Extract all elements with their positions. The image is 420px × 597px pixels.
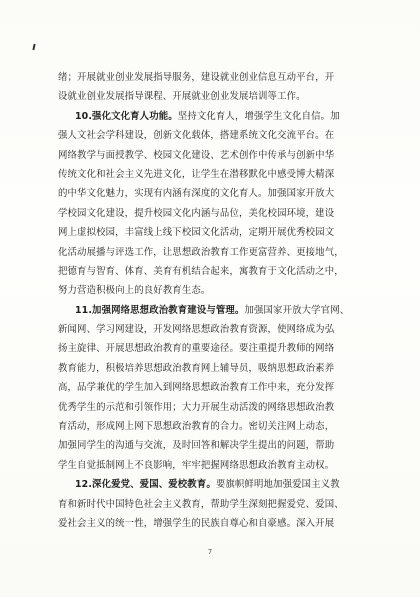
section-heading: 10.强化文化育人功能。 (75, 110, 178, 122)
line-text: 育活动，形成网上网下思想政治教育的合力。密切关注网上动态， (58, 421, 335, 433)
text-line (58, 87, 378, 106)
text-line (58, 146, 378, 165)
line-text: 传统文化和社会主义先进文化，让学生在潜移默化中感受博大精深 (58, 168, 335, 180)
line-text: 学校园文化建设，提升校园文化内涵与品位，美化校园环境，建设 (58, 207, 335, 219)
text-line (58, 68, 378, 87)
line-text: 新闻网、学习网建设，开发网络思想政治教育资源，使网络成为弘 (58, 324, 335, 336)
line-text: 网络教学与面授教学、校园文化建设、艺术创作中传承与创新中华 (58, 149, 335, 161)
line-text: 扬主旋律、开展思想政治教育的重要途径。要注重提升教师的网络 (58, 343, 335, 355)
text-line (58, 126, 378, 145)
text-line (58, 184, 378, 203)
scan-mark (32, 44, 35, 50)
line-text: 的中华文化魅力，实现有内涵有深度的文化育人。加强国家开放大 (58, 188, 335, 200)
line-text: 要旗帜鲜明地加强爱国主义教 (215, 479, 340, 491)
body-text (58, 68, 378, 533)
line-text: 把德育与智育、体育、美育有机结合起来，寓教育于文化活动之中， (58, 265, 344, 277)
line-text: 优秀学生的示范和引领作用；大力开展生动活泼的网络思想政治教 (58, 401, 335, 413)
line-text: 爱社会主义的统一性，增强学生的民族自尊心和自豪感。深入开展 (58, 517, 335, 529)
line-text: 坚持文化育人，增强学生文化自信。加 (177, 110, 340, 122)
text-line (58, 301, 378, 320)
line-text: 加强国家开放大学官网、 (244, 304, 350, 316)
line-text: 加强同学生的沟通与交流，及时回答和解决学生提出的问题，帮助 (58, 440, 335, 452)
line-text: 努力营造积极向上的良好教育生态。 (58, 285, 211, 297)
line-text: 高，品学兼优的学生加入到网络思想政治教育工作中来，充分发挥 (58, 382, 335, 394)
text-line (58, 359, 378, 378)
line-text: 学生自觉抵制网上不良影响，牢牢把握网络思想政治教育主动权。 (58, 459, 335, 471)
text-line (58, 436, 378, 455)
line-text: 网上虚拟校园，丰富线上线下校园文化活动，定期开展优秀校园文 (58, 227, 335, 239)
line-text: 设就业创业发展指导课程、开展就业创业发展培训等工作。 (58, 91, 306, 103)
text-line (58, 281, 378, 300)
text-line (58, 107, 378, 126)
text-line (58, 378, 378, 397)
text-line (58, 495, 378, 514)
section-heading: 11.加强网络思想政治教育建设与管理。 (75, 304, 245, 316)
text-line (58, 262, 378, 281)
text-line (58, 204, 378, 223)
text-line (58, 223, 378, 242)
text-line (58, 165, 378, 184)
text-line (58, 320, 378, 339)
text-line (58, 417, 378, 436)
text-line (58, 475, 378, 494)
text-line (58, 243, 378, 262)
text-line (58, 514, 378, 533)
line-text: 化活动展播与评选工作，让思想政治教育工作更富营养、更接地气， (58, 246, 344, 258)
text-line (58, 339, 378, 358)
page-number: 7 (207, 548, 213, 556)
line-text: 育和新时代中国特色社会主义教育，帮助学生深刻把握爱党、爱国、 (58, 498, 344, 510)
section-heading: 12.深化爱党、爱国、爱校教育。 (75, 479, 216, 491)
line-text: 绪；开展就业创业发展指导服务，建设就业创业信息互动平台，开 (58, 72, 335, 83)
line-text: 强人文社会学科建设，创新文化载体，搭建系统文化交流平台。在 (58, 130, 335, 142)
line-text: 教育能力，积极培养思想政治教育网上辅导员，吸纳思想政治素养 (58, 362, 335, 374)
text-line (58, 456, 378, 475)
text-line (58, 398, 378, 417)
